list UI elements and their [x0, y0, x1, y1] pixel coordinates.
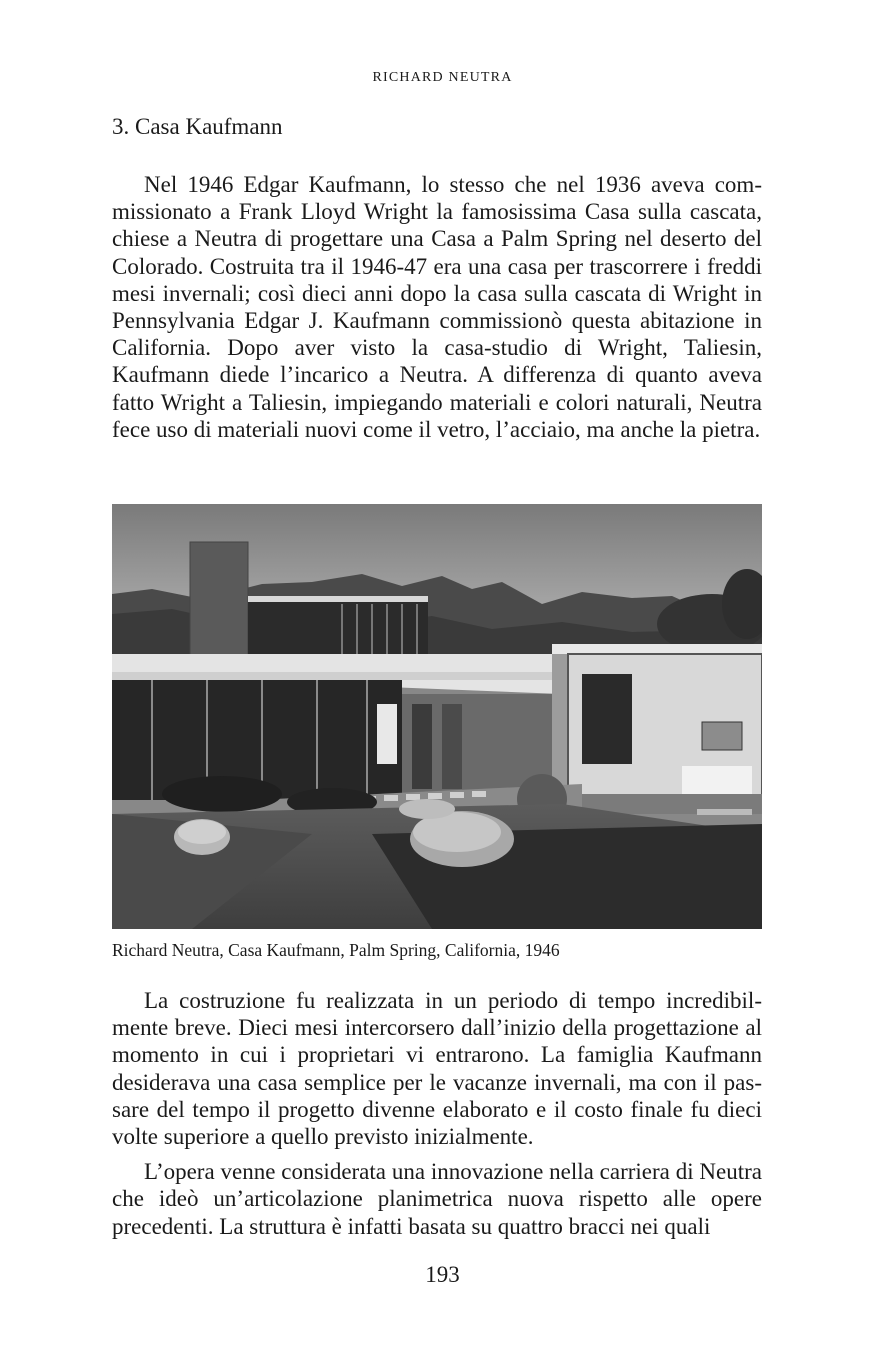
paragraph: L’opera venne considerata una innovazione nella carriera di Neutra che ideò un’articolazione planimetrica nuova rispetto alle opere precedenti. La struttura è infatti basata su quattro bracci nei quali	[112, 1159, 762, 1239]
paragraph: La costruzione fu realizzata in un periodo di tempo incredibilmente breve. Dieci mesi intercorsero dall’inizio della progettazione al momento in cui i proprietari vi entrarono. La famiglia Kaufmann desiderava una casa semplice per le vacanze invernali, ma con il passare del tempo il progetto divenne elaborato e il costo finale fu dieci volte superiore a quello previsto inizialmente.	[112, 988, 762, 1150]
house-photo	[112, 504, 762, 929]
figure-caption: Richard Neutra, Casa Kaufmann, Palm Spring, California, 1946	[112, 940, 560, 960]
body-text-top	[112, 171, 762, 443]
page-number: 193	[425, 1262, 460, 1287]
section-title: 3. Casa Kaufmann	[112, 114, 283, 139]
body-text-bottom	[112, 987, 762, 1240]
paragraph: Nel 1946 Edgar Kaufmann, lo stesso che nel 1936 aveva commissionato a Frank Lloyd Wright la famosissima Casa sulla cascata, chiese a Neutra di progettare una Casa a Palm Spring nel deserto del Colorado. Costruita tra il 1946-47 era una casa per trascorrere i freddi mesi invernali; così dieci anni dopo la casa sulla cascata di Wright in Pennsylvania Edgar J. Kaufmann commissionò questa abitazione in California. Dopo aver visto la casa-studio di Wright, Taliesin, Kaufmann diede l’incarico a Neutra. A differenza di quanto aveva fatto Wright a Taliesin, impiegando materiali e colori naturali, Neutra fece uso di materiali nuovi come il vetro, l’acciaio, ma anche la pietra.	[112, 172, 762, 442]
running-head: RICHARD NEUTRA	[372, 70, 513, 85]
